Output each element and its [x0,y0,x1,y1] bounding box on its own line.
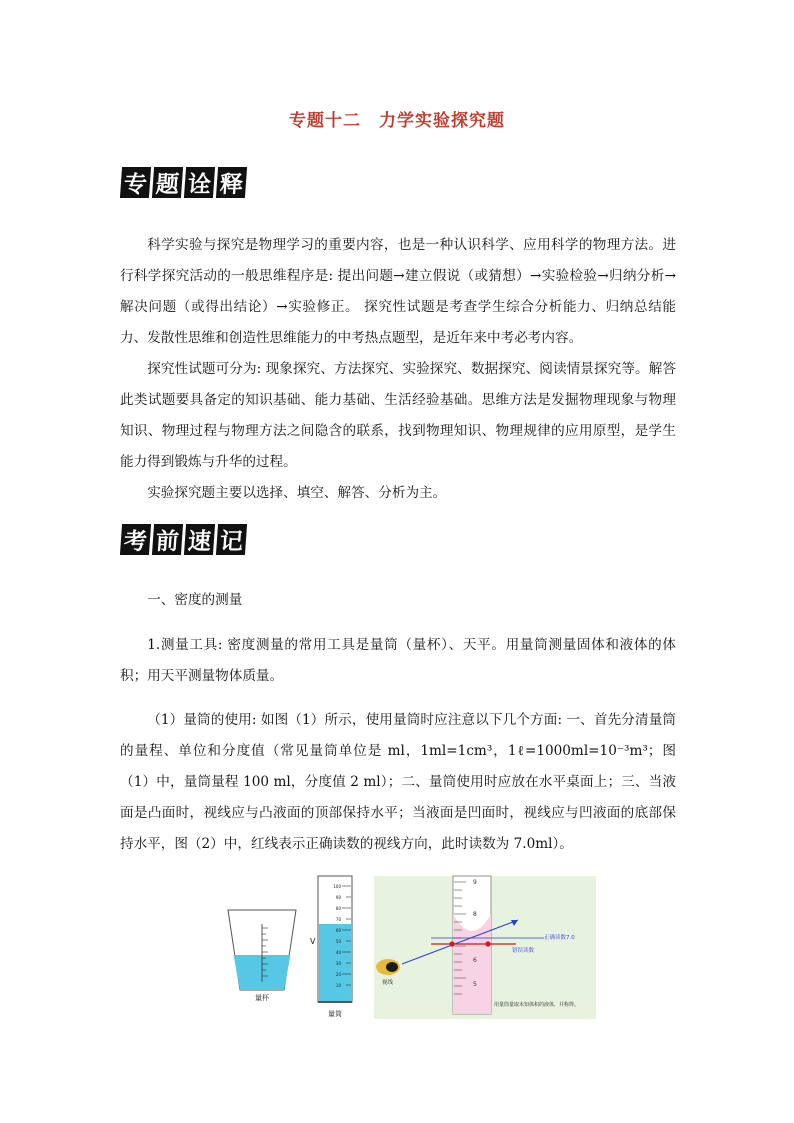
cylinder-mark: 10 [335,983,341,988]
cylinder-mark: 90 [335,895,341,900]
meniscus-figure [374,876,596,1019]
scale-label: 5 [473,981,477,988]
intro-paragraph-2: 探究性试题可分为: 现象探究、方法探究、实验探究、数据探究、阅读情景探究等。解答此类试题要具备定的知识基础、能力基础、生活经验基础。思维方法是发掘物理现象与物理知识、物理过程与物理方法之间隐含的联系，找到物理知识、物理规律的应用原型，是学生能力得到锻炼与升华的过程。 [120,361,676,470]
eye-pupil [386,962,398,972]
cylinder-label: 量筒 [328,1010,342,1018]
banner-char: 前 [152,524,183,555]
cylinder-mark: 40 [335,950,341,955]
cylinder-mark: 50 [335,939,341,944]
banner-char: 考 [120,524,151,555]
eye-label: 视线 [382,980,394,986]
reading-point [485,941,490,946]
banner-char: 诠 [184,167,215,198]
banner-char: 记 [216,524,247,555]
scale-label: 8 [473,911,477,918]
cylinder-mark: 70 [335,917,341,922]
cylinder-mark: 30 [335,961,341,966]
section-banner-explain [121,167,246,198]
correct-reading-label: 正确读数7.0 [544,935,575,941]
beaker-figure [228,910,296,1002]
scale-label: 6 [473,957,477,964]
banner-char: 题 [152,167,183,198]
banner-char: 释 [216,167,247,198]
figure-caption: 用量筒量取未知体积的液体，并称得。 [494,1002,580,1008]
banner-char: 专 [120,167,151,198]
beaker-label: 量杯 [255,994,269,1002]
intro-paragraph-1: 科学实验与探究是物理学习的重要内容，也是一种认识科学、应用科学的物理方法。进行科学探究活动的一般思维程序是: 提出问题→建立假说（或猜想）→实验检验→归纳分析→解决问题（或得出结论）→实验修正。 探究性试题是考查学生综合分析能力、归纳总结能力、发散性思维和创造性思维能力的中考热点题型，是近年来中考必考内容。 [120,237,676,346]
volume-label: V [310,937,316,946]
cylinder-mark: 100 [333,884,341,889]
cylinder-figures [226,872,598,1022]
scale-label: 9 [473,879,477,886]
cylinder-mark: 80 [335,906,341,911]
wrong-reading-label: 错误读数 [512,948,535,954]
section-heading-density: 一、密度的测量 [147,592,243,608]
section-banner-memo [121,524,246,555]
banner-char: 速 [184,524,215,555]
cylinder-figure [310,876,352,1018]
cylinder-mark: 60 [335,928,341,933]
intro-paragraph-3: 实验探究题主要以选择、填空、解答、分析为主。 [147,485,447,501]
page-title: 专题十二 力学实验探究题 [289,111,505,131]
item-cylinder-usage: （1）量筒的使用: 如图（1）所示，使用量筒时应注意以下几个方面: 一、首先分清量筒的量程、单位和分度值（常见量筒单位是 ml，1ml=1cm³，1ℓ=1000ml=10⁻³m³；图（1）中，量筒量程 100 ml，分度值 2 ml）；二、量筒使用时应放在水平桌面上；三、当液面是凸面时，视线应与凸液面的顶部保持水平；当液面是凹面时，视线应与凹液面的底部保持水平，图（2）中，红线表示正确读数的视线方向，此时读数为 7.0ml）。 [120,712,676,852]
cylinder-mark: 20 [335,972,341,977]
item-measuring-tools: 1.测量工具: 密度测量的常用工具是量筒（量杯）、天平。用量筒测量固体和液体的体积；用天平测量物体质量。 [120,637,676,684]
reading-point [449,941,454,946]
